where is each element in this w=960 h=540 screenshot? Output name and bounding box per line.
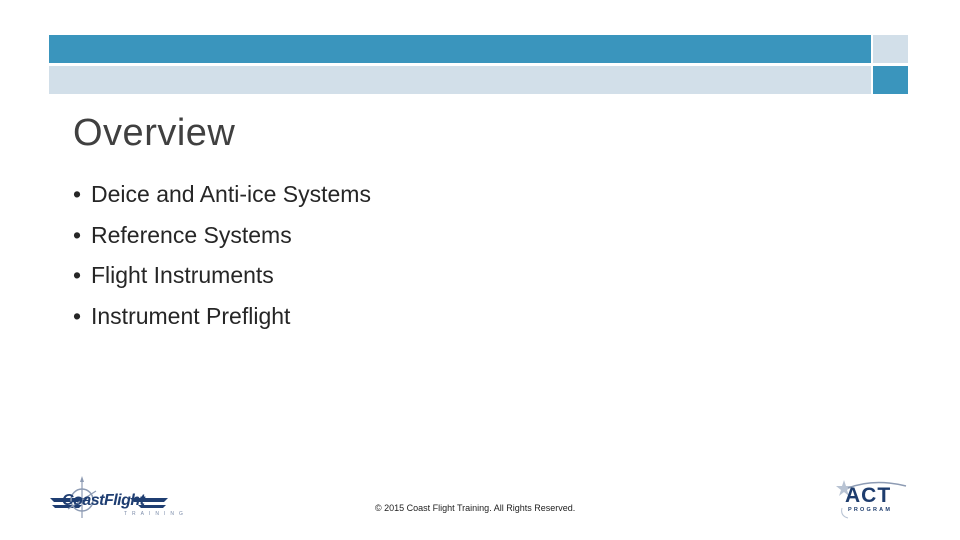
bullet-text: Reference Systems [91, 221, 292, 248]
slide-title: Overview [73, 112, 236, 154]
header-band-top [49, 35, 871, 63]
coastflight-wordmark: CoastFlight [62, 492, 145, 509]
bullet-item [73, 217, 371, 258]
bullet-text: Flight Instruments [91, 262, 274, 288]
bullet-item [73, 257, 371, 298]
act-program-label: PROGRAM [848, 507, 893, 513]
bullet-list [73, 176, 371, 338]
bullet-text: Instrument Preflight [91, 302, 291, 329]
act-program-logo-icon [834, 478, 912, 522]
header-band-top-accent [873, 35, 908, 63]
act-wordmark: ACT [845, 484, 892, 507]
header-band-bottom-accent [873, 66, 908, 94]
coastflight-tagline: TRAINING [124, 511, 188, 517]
bullet-text: Deice and Anti-ice Systems [91, 181, 371, 207]
bullet-dot: • [73, 302, 82, 329]
bullet-dot: • [73, 181, 82, 207]
copyright-footer: © 2015 Coast Flight Training. All Rights Reserved. [375, 503, 576, 513]
header-band-bottom [49, 66, 871, 94]
bullet-item [73, 176, 371, 217]
coastflight-logo-icon [48, 476, 188, 520]
bullet-item [73, 298, 371, 339]
bullet-dot: • [73, 262, 82, 288]
bullet-dot: • [73, 221, 82, 248]
